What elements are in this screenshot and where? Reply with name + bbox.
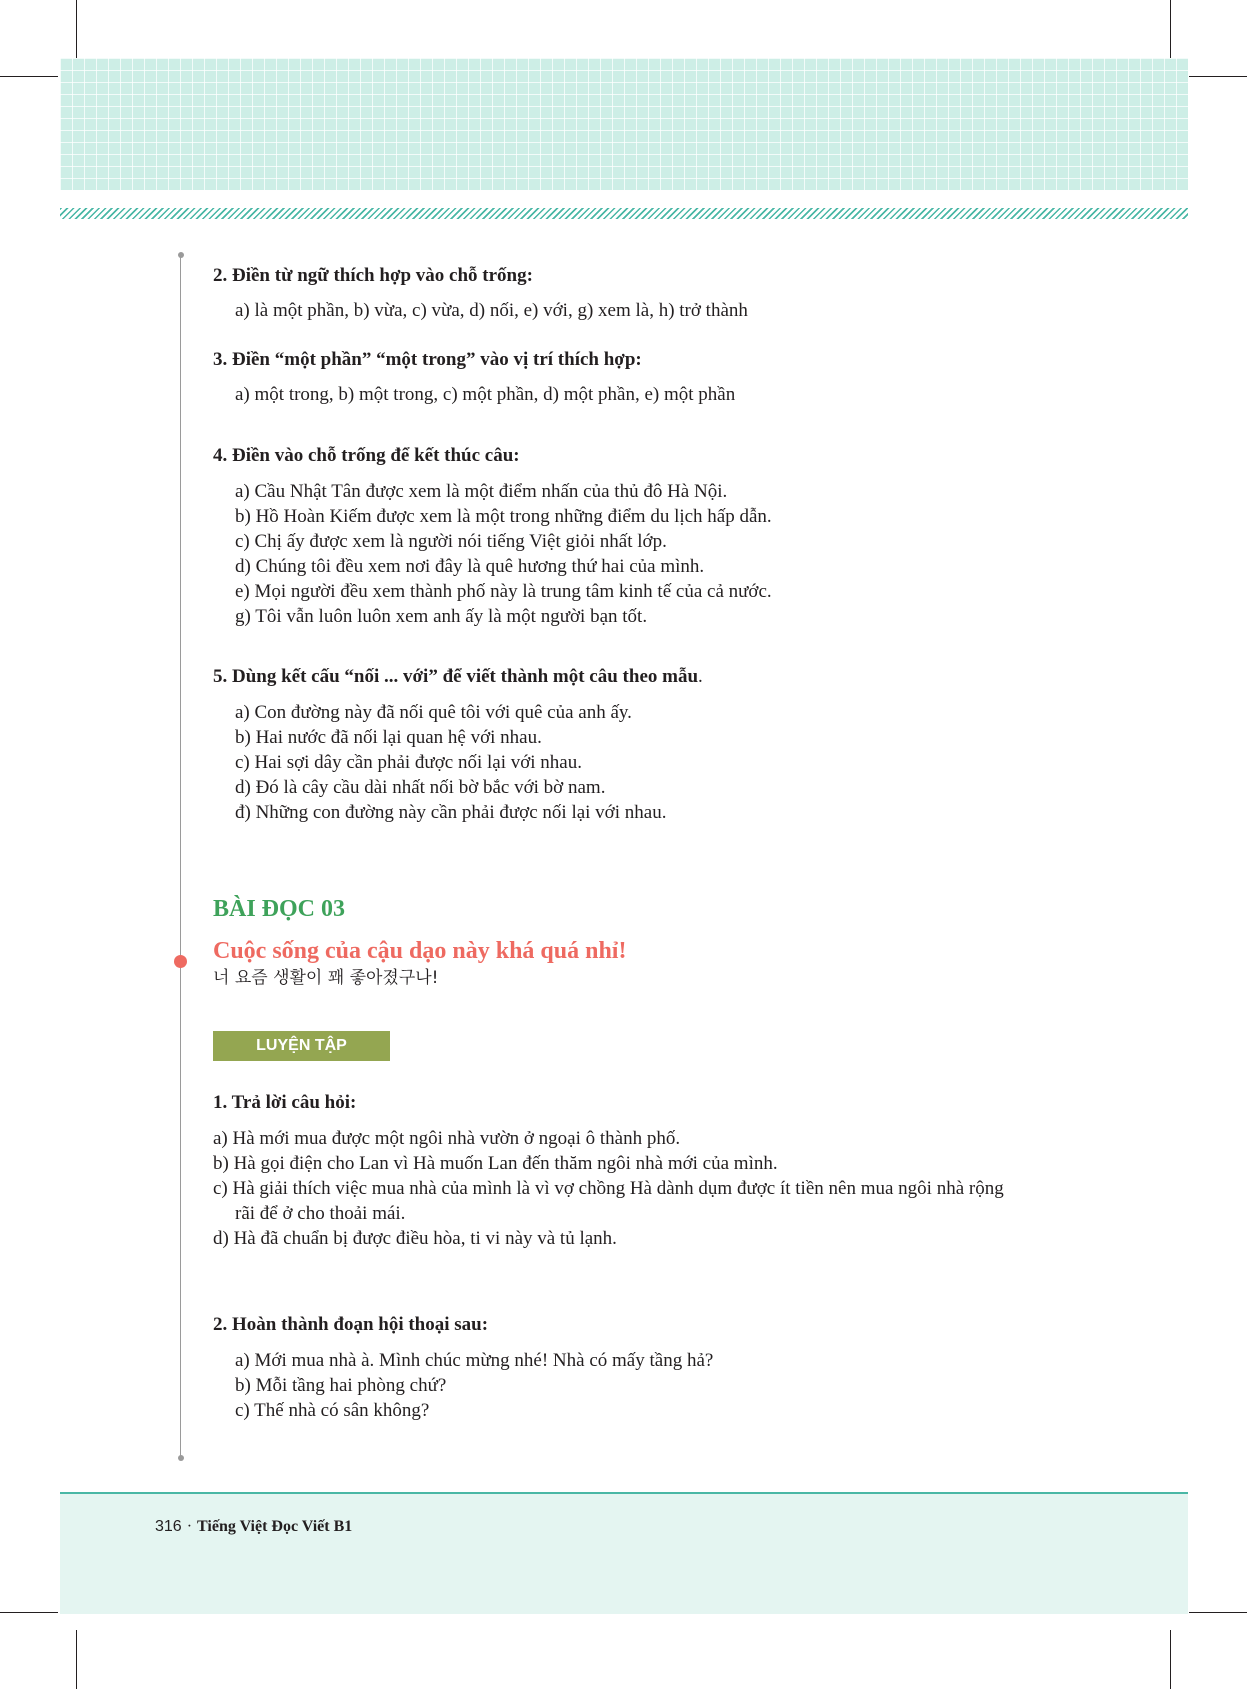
footer-separator: · <box>186 1518 193 1535</box>
crop-mark-top-right-v <box>1170 0 1171 58</box>
page-number: 316 <box>155 1518 182 1535</box>
crop-mark-bottom-right-v <box>1170 1630 1171 1689</box>
practice-2 <box>213 1311 1113 1423</box>
crop-mark-top-left-v <box>76 0 77 58</box>
page-content <box>213 262 1113 1423</box>
header-grid-band <box>60 58 1188 190</box>
lesson-header <box>213 894 1113 990</box>
list-item: c) Hai sợi dây cần phải được nối lại với nhau. <box>235 752 582 773</box>
book-title: Tiếng Việt Đọc Viết B1 <box>197 1518 353 1535</box>
lesson-marker-dot <box>174 955 187 968</box>
exercise-4-list <box>213 479 1113 629</box>
list-item: g) Tôi vẫn luôn luôn xem anh ấy là một người bạn tốt. <box>235 606 648 627</box>
crop-mark-top-right-h <box>1189 76 1247 77</box>
list-item: d) Đó là cây cầu dài nhất nối bờ bắc với bờ nam. <box>235 777 606 798</box>
practice-1 <box>213 1089 1113 1251</box>
exercise-5-title-period: . <box>698 666 703 687</box>
practice-badge: LUYỆN TẬP <box>213 1031 390 1061</box>
list-item: e) Mọi người đều xem thành phố này là trung tâm kinh tế của cả nước. <box>235 581 772 602</box>
list-item: b) Hồ Hoàn Kiếm được xem là một trong những điểm du lịch hấp dẫn. <box>235 506 772 527</box>
lesson-title: Cuộc sống của cậu dạo này khá quá nhỉ! <box>213 938 627 964</box>
practice-2-title: 2. Hoàn thành đoạn hội thoại sau: <box>213 1314 489 1335</box>
list-item: a) Con đường này đã nối quê tôi với quê của anh ấy. <box>235 702 632 723</box>
margin-rule <box>180 255 181 1458</box>
list-item: a) Cầu Nhật Tân được xem là một điểm nhấn của thủ đô Hà Nội. <box>235 481 728 502</box>
lesson-label: BÀI ĐỌC 03 <box>213 896 346 922</box>
practice-1-list <box>213 1126 1025 1251</box>
lesson-subtitle: 너 요즘 생활이 꽤 좋아졌구나! <box>213 968 439 988</box>
crop-mark-bottom-left-h <box>0 1612 58 1613</box>
exercise-3-title: 3. Điền “một phần” “một trong” vào vị trí thích hợp: <box>213 349 642 370</box>
crop-mark-bottom-right-h <box>1189 1612 1247 1613</box>
margin-rule-top-dot <box>178 252 184 258</box>
practice-2-list <box>213 1348 1113 1423</box>
crop-mark-bottom-left-v <box>76 1630 77 1689</box>
list-item: d) Chúng tôi đều xem nơi đây là quê hương thứ hai của mình. <box>235 556 705 577</box>
exercise-5-title: 5. Dùng kết cấu “nối ... với” để viết thành một câu theo mẫu <box>213 666 699 687</box>
header-hatch-stripe <box>60 208 1188 219</box>
exercise-5-list <box>213 700 1113 825</box>
crop-mark-top-left-h <box>0 76 58 77</box>
exercise-4-title: 4. Điền vào chỗ trống để kết thúc câu: <box>213 445 520 466</box>
list-item: đ) Những con đường này cần phải được nối lại với nhau. <box>235 802 667 823</box>
exercise-2 <box>213 262 1113 323</box>
list-item: a) Hà mới mua được một ngôi nhà vườn ở ngoại ô thành phố. <box>213 1128 681 1149</box>
list-item: d) Hà đã chuẩn bị được điều hòa, ti vi này và tủ lạnh. <box>213 1228 617 1249</box>
exercise-5 <box>213 663 1113 825</box>
margin-rule-bottom-dot <box>178 1455 184 1461</box>
list-item: b) Hai nước đã nối lại quan hệ với nhau. <box>235 727 542 748</box>
list-item: c) Thế nhà có sân không? <box>235 1400 430 1421</box>
exercise-5-title-line <box>213 663 1113 691</box>
list-item: b) Mỗi tầng hai phòng chứ? <box>235 1375 447 1396</box>
list-item: c) Hà giải thích việc mua nhà của mình là vì vợ chồng Hà dành dụm được ít tiền nên mua ngôi nhà rộng rãi để ở cho thoải mái. <box>213 1178 1004 1224</box>
footer-text <box>155 1518 352 1536</box>
list-item: b) Hà gọi điện cho Lan vì Hà muốn Lan đến thăm ngôi nhà mới của mình. <box>213 1153 778 1174</box>
page-footer <box>60 1492 1188 1614</box>
exercise-2-answer: a) là một phần, b) vừa, c) vừa, d) nối, e) với, g) xem là, h) trở thành <box>235 300 748 321</box>
list-item: c) Chị ấy được xem là người nói tiếng Việt giỏi nhất lớp. <box>235 531 667 552</box>
exercise-2-title: 2. Điền từ ngữ thích hợp vào chỗ trống: <box>213 265 533 286</box>
exercise-3-answer: a) một trong, b) một trong, c) một phần, d) một phần, e) một phần <box>235 384 736 405</box>
practice-1-title: 1. Trả lời câu hỏi: <box>213 1092 357 1113</box>
exercise-4 <box>213 442 1113 629</box>
list-item: a) Mới mua nhà à. Mình chúc mừng nhé! Nhà có mấy tầng hả? <box>235 1350 714 1371</box>
exercise-3 <box>213 346 1113 407</box>
